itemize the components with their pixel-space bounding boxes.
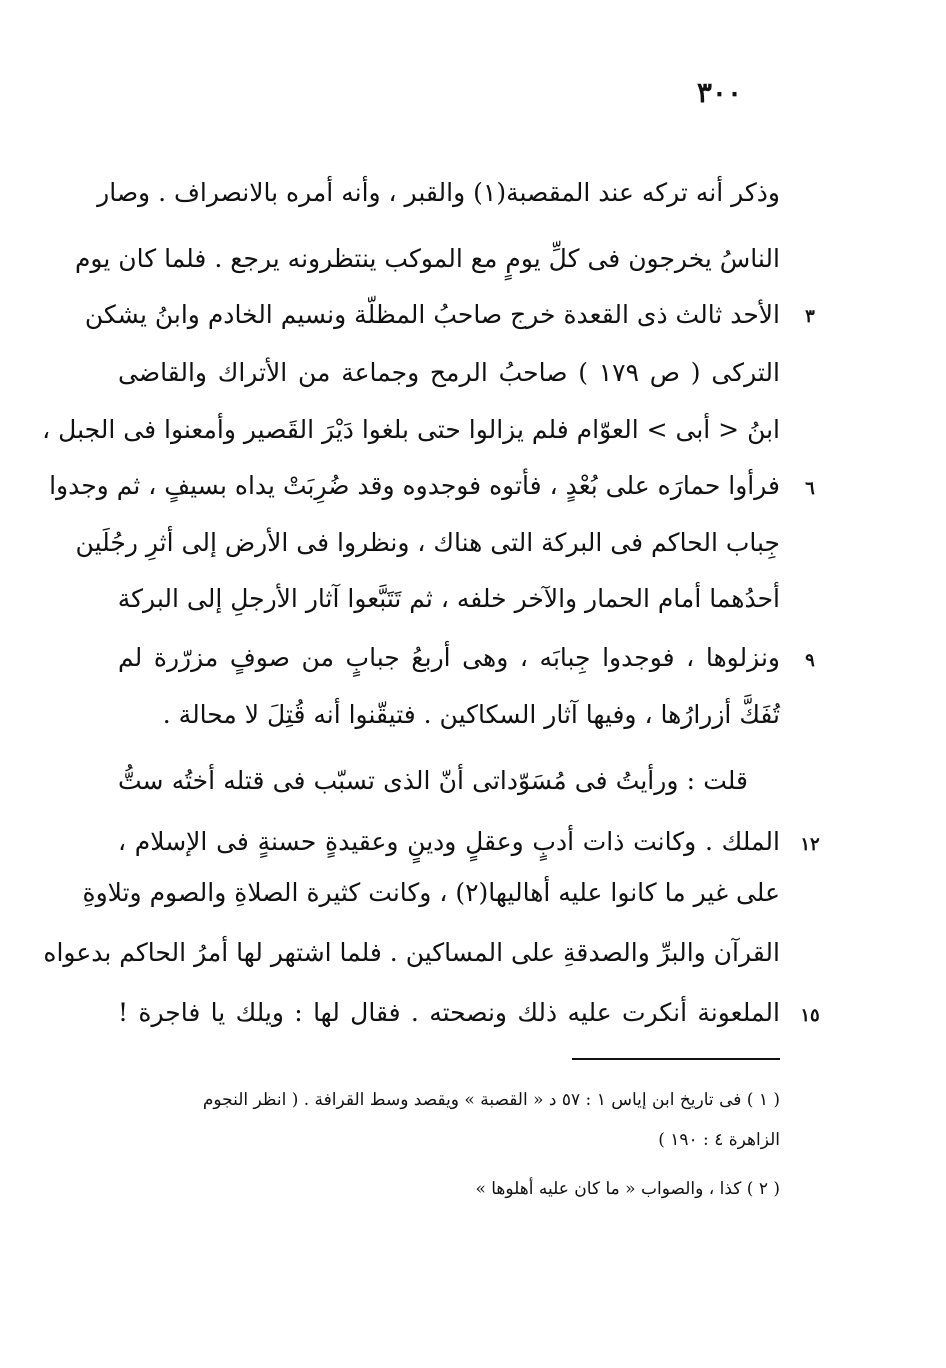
text-line: ونزلوها ، فوجدوا جِبابَه ، وهى أربعُ جبابٍ من صوفٍ مزرّرة لم [118, 643, 780, 672]
text-line: ابنُ < أبى > العوّام فلم يزالوا حتى بلغوا دَيْرَ القَصير وأمعنوا فى الجبل ، [42, 415, 780, 444]
footnote-1-continuation: الزاهرة ٤ : ١٩٠ ) [658, 1130, 780, 1150]
line-number: ٣ [805, 306, 815, 327]
text-line: جِباب الحاكم فى البركة التى هناك ، ونظروا فى الأرض إلى أثرِ رجُلَين [75, 528, 780, 557]
text-line: القرآن والبرِّ والصدقةِ على المساكين . فلما اشتهر لها أمرُ الحاكم بدعواه [43, 938, 780, 967]
text-line: تُفَكَّ أزرارُها ، وفيها آثار السكاكين . فتيقّنوا أنه قُتِلَ لا محالة . [162, 700, 780, 729]
text-line: الناسُ يخرجون فى كلِّ يومٍ مع الموكب ينتظرونه يرجع . فلما كان يوم [74, 244, 780, 273]
text-line: وذكر أنه تركه عند المقصبة(١) والقبر ، وأنه أمره بالانصراف . وصار [97, 178, 780, 207]
text-line: قلت : ورأيتُ فى مُسَوّداتى أنّ الذى تسبّب فى قتله أختُه ستُّ [118, 766, 748, 795]
text-line: الملعونة أنكرت عليه ذلك ونصحته . فقال لها : ويلك يا فاجرة ! [118, 998, 780, 1027]
text-line: الملك . وكانت ذات أدبٍ وعقلٍ ودينٍ وعقيدةٍ حسنةٍ فى الإسلام ، [118, 827, 780, 856]
page-number: ٣٠٠ [696, 76, 742, 109]
footnote-1: ( ١ ) فى تاريخ ابن إياس ١ : ٥٧ د « القصبة » ويقصد وسط القرافة . ( انظر النجوم [202, 1090, 780, 1110]
text-line: على غير ما كانوا عليه أهاليها(٢) ، وكانت كثيرة الصلاةِ والصوم وتلاوةِ [82, 878, 780, 907]
text-line: أحدُهما أمام الحمار والآخر خلفه ، ثم تَتَبَّعوا آثار الأرجلِ إلى البركة [117, 584, 780, 613]
line-number: ٩ [805, 650, 815, 671]
text-line: التركى ( ص ١٧٩ ) صاحبُ الرمح وجماعة من الأتراك والقاضى [118, 358, 780, 387]
line-number: ١٥ [800, 1005, 820, 1026]
text-line: فرأوا حمارَه على بُعْدٍ ، فأتوه فوجدوه وقد ضُرِبَتْ يداه بسيفٍ ، ثم وجدوا [49, 471, 780, 500]
text-line: الأحد ثالث ذى القعدة خرج صاحبُ المظلّة ونسيم الخادم وابنُ يشكن [84, 300, 780, 329]
line-number: ٦ [805, 478, 815, 499]
footnote-2: ( ٢ ) كذا ، والصواب « ما كان عليه أهلوها » [475, 1179, 780, 1199]
footnote-divider [572, 1058, 780, 1060]
line-number: ١٢ [800, 834, 820, 855]
